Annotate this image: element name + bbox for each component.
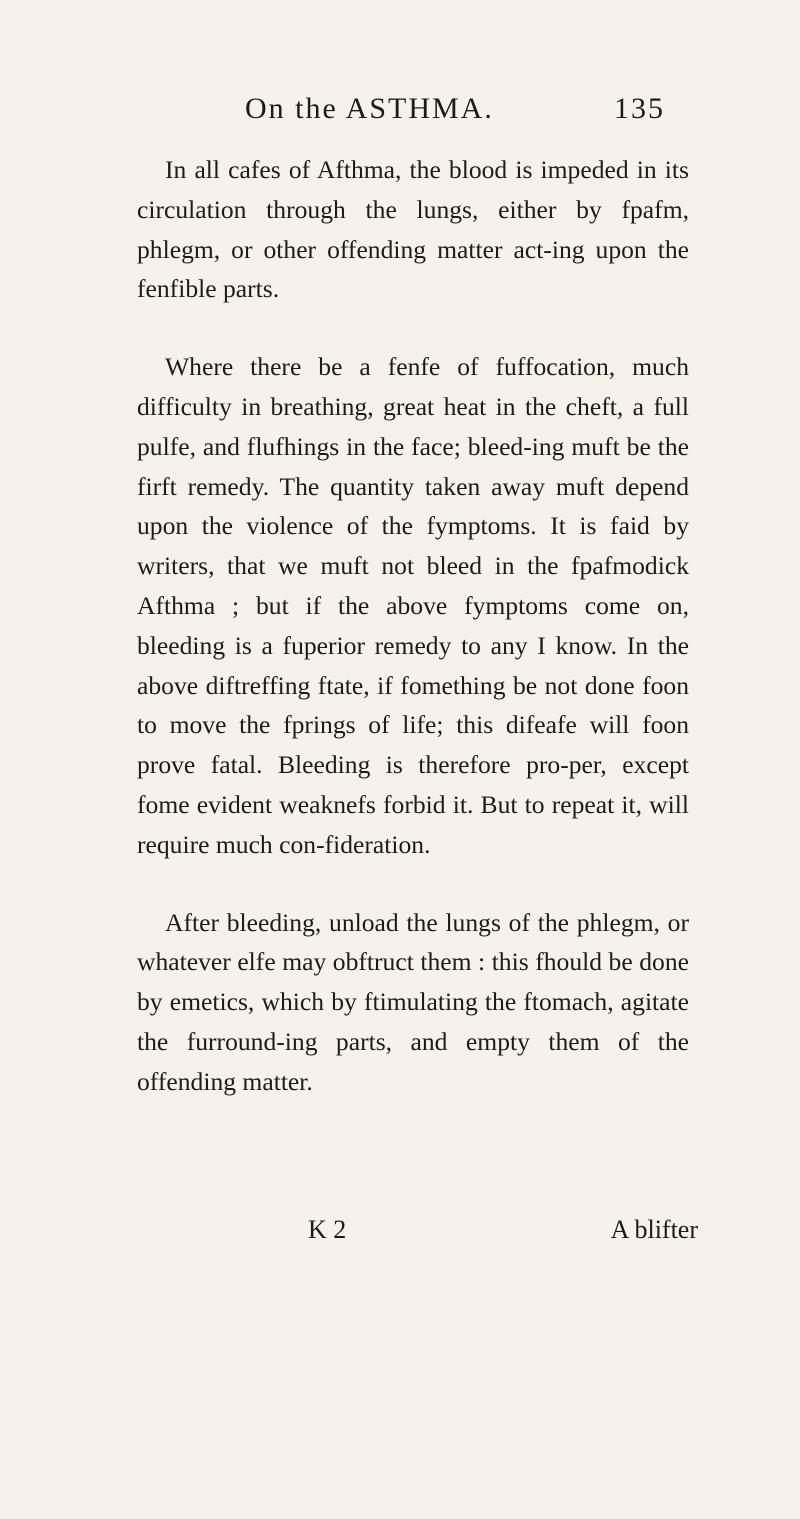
- catchword: A blifter: [610, 1215, 698, 1244]
- page-header: [245, 92, 665, 132]
- paragraph-2: Where there be a fenfe of fuffocation, much difficulty in breathing, great heat in the cheft, a full pulfe, and flufhings in the face; bleed-ing muft be the firft remedy. The quantity taken away muft depend upon the violence of the fymptoms. It is faid by writers, that we muft not bleed in the fpafmodick Afthma ; but if the above fymptoms come on, bleeding is a fuperior remedy to any I know. In the above diftreffing ftate, if fomething be not done foon to move the fprings of life; this difeafe will foon prove fatal. Bleeding is therefore pro-per, except fome evident weaknefs forbid it. But to repeat it, will require much con-fideration.: [137, 352, 689, 859]
- page-footer: [308, 1215, 698, 1255]
- running-head: On the ASTHMA.: [245, 92, 494, 125]
- page-number: 135: [614, 92, 665, 125]
- signature-mark: K 2: [308, 1215, 347, 1244]
- page-body: [137, 150, 689, 1102]
- paragraph-3: After bleeding, unload the lungs of the phlegm, or whatever elfe may obftruct them : this fhould be done by emetics, which by ftimulating the ftomach, agitate the furround-ing parts, and empty them of the offending matter.: [137, 907, 689, 1096]
- paragraph-1: In all cafes of Afthma, the blood is impeded in its circulation through the lungs, either by fpafm, phlegm, or other offending matter act-ing upon the fenfible parts.: [137, 155, 689, 304]
